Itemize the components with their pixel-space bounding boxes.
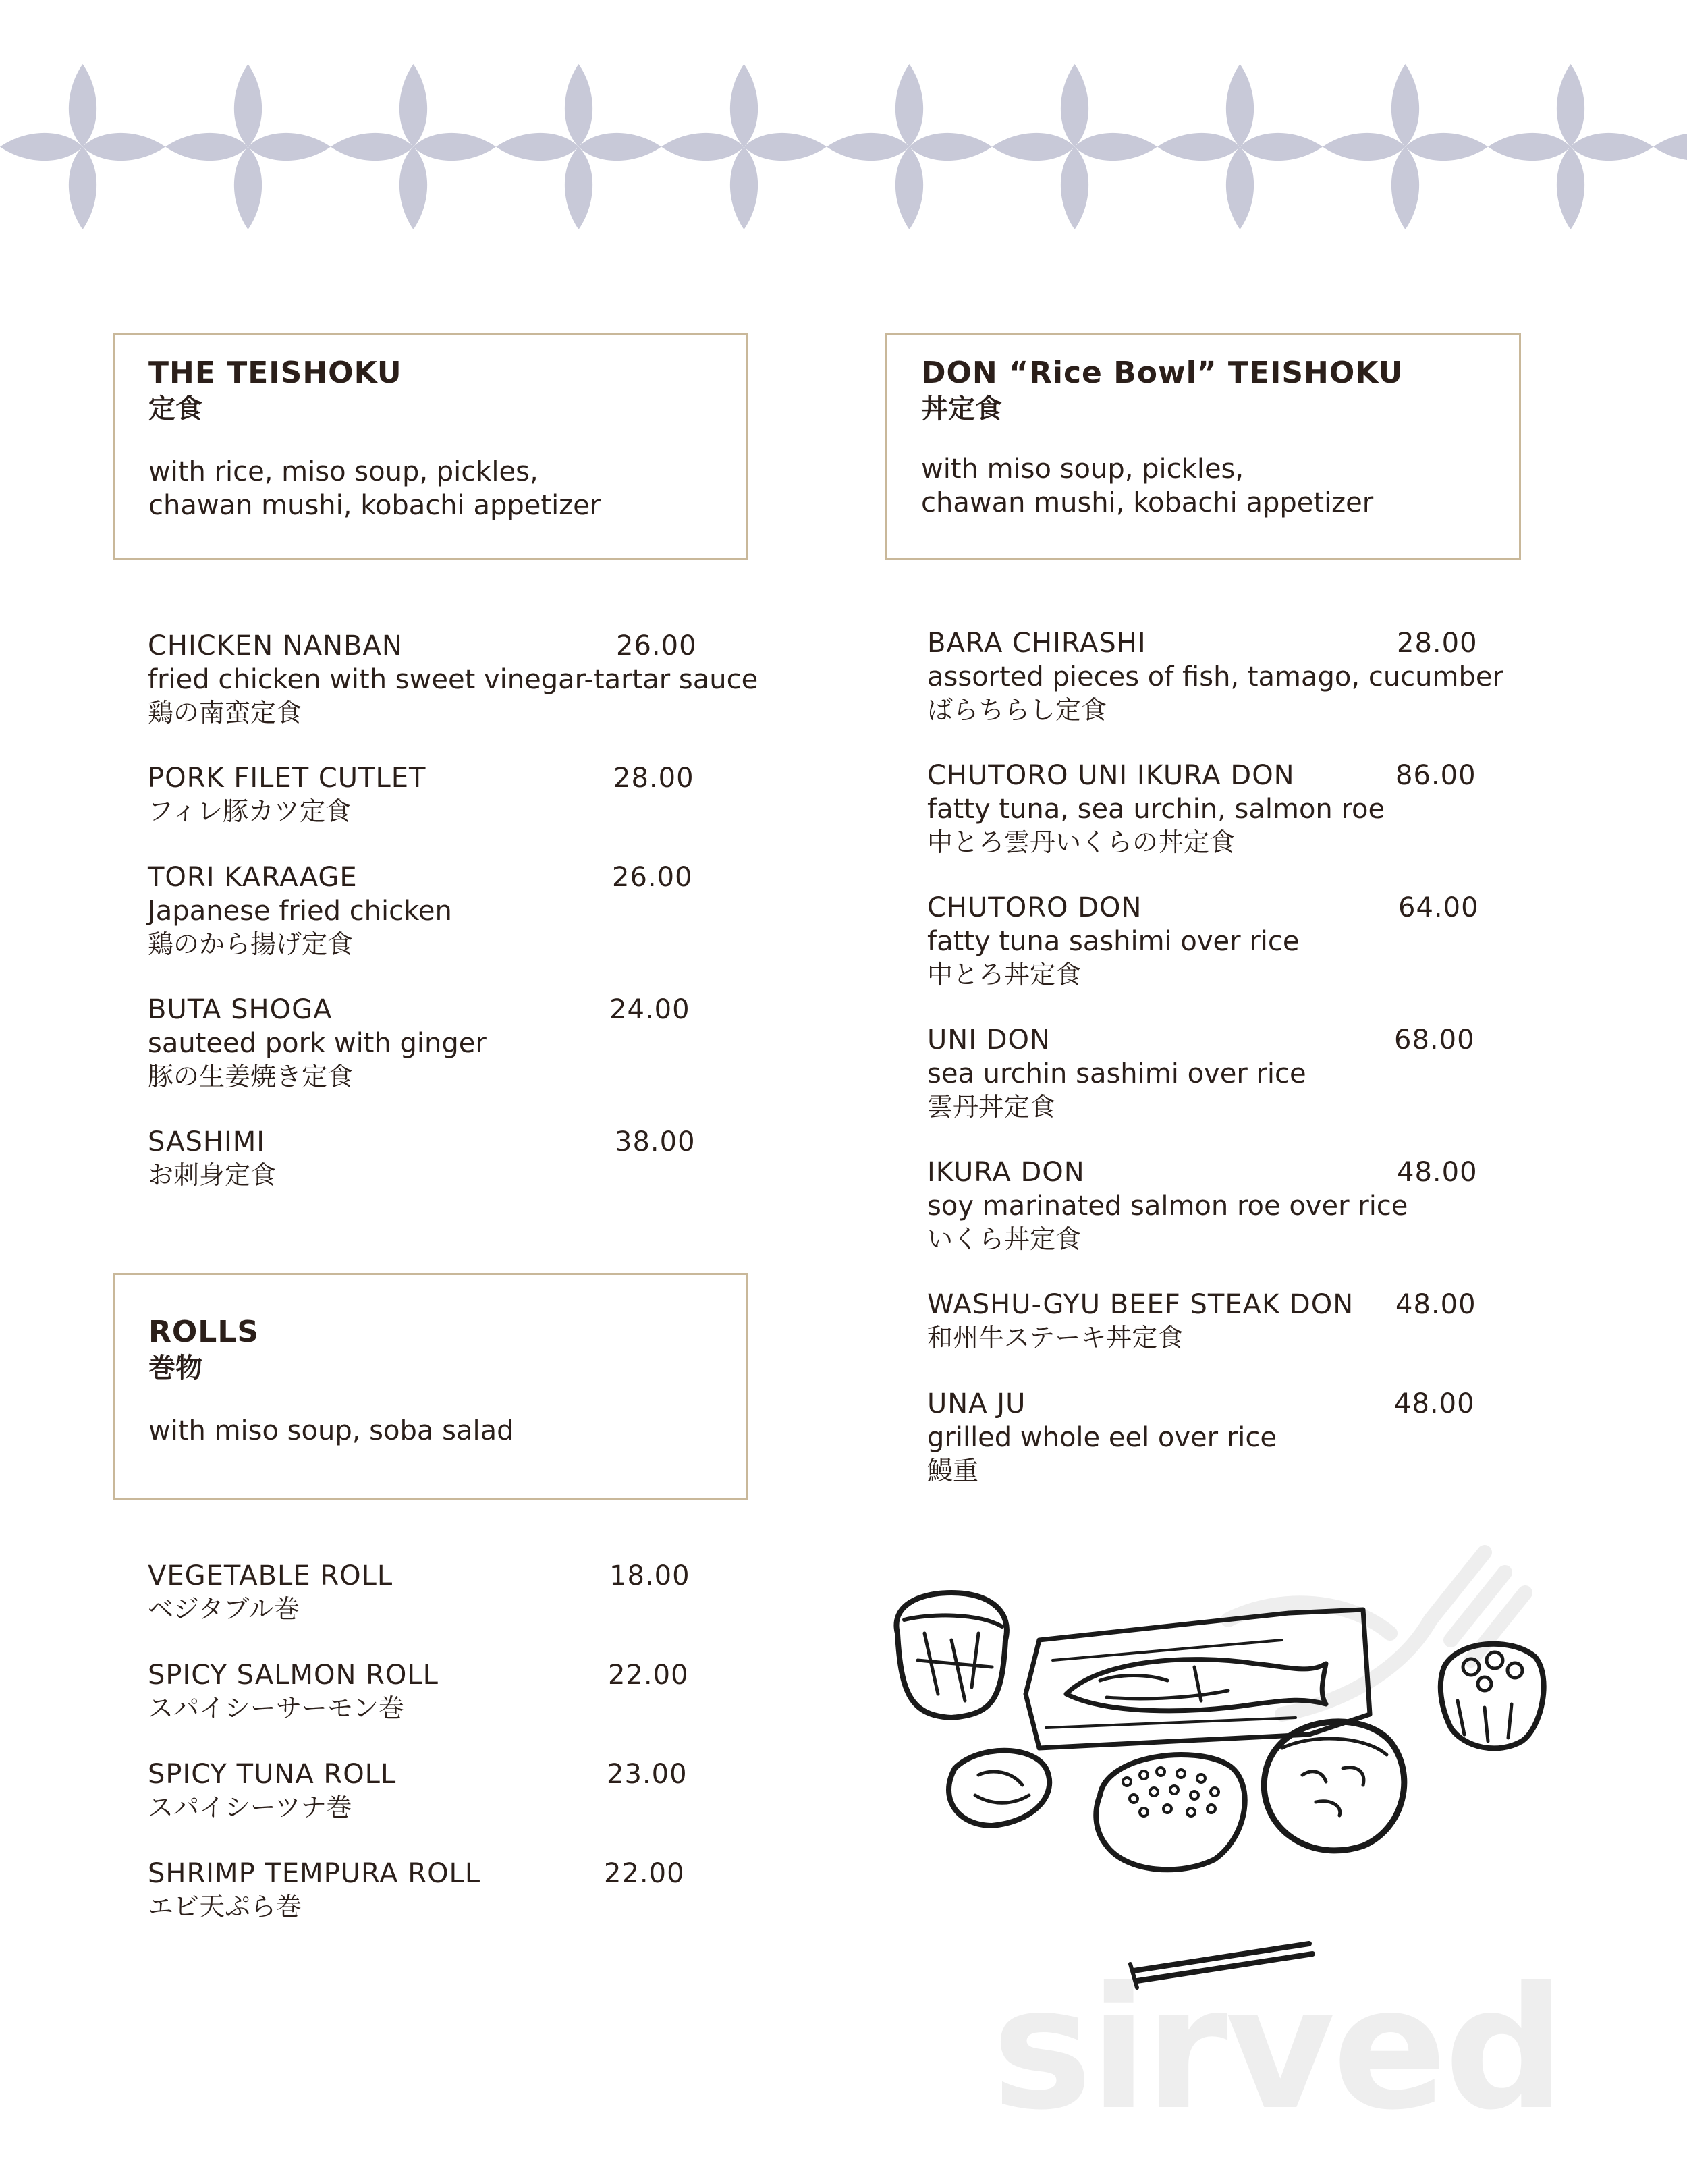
menu-item [148,993,958,1093]
menu-item [927,626,1687,726]
item-japanese-name: スパイシーサーモン巻 [148,1693,405,1723]
item-japanese-name: 豚の生姜焼き定食 [148,1062,354,1091]
don-header-box [885,333,1521,560]
item-name: UNI DON [927,1025,1051,1056]
decorative-pattern-banner [0,64,1687,229]
item-price: 23.00 [607,1759,688,1790]
item-price: 28.00 [1397,628,1478,659]
item-name: SASHIMI [148,1126,266,1157]
section-title: ROLLS [148,1315,260,1349]
item-name: SPICY TUNA ROLL [148,1759,397,1790]
rolls-header-box [113,1273,748,1500]
item-description: fried chicken with sweet vinegar-tartar sauce [148,664,758,695]
menu-item [927,759,1687,858]
item-description: soy marinated salmon roe over rice [927,1191,1408,1222]
item-name: CHICKEN NANBAN [148,630,403,661]
item-price: 28.00 [613,763,694,794]
item-price: 26.00 [612,862,693,893]
menu-item [927,1155,1687,1255]
item-description: assorted pieces of fish, tamago, cucumber [927,661,1503,692]
menu-item [148,761,958,827]
item-japanese-name: ベジタブル巻 [148,1594,300,1624]
item-name: BUTA SHOGA [148,994,333,1025]
section-subtitle: 丼定食 [921,393,1002,425]
item-name: SHRIMP TEMPURA ROLL [148,1858,481,1889]
section-title: THE TEISHOKU [148,356,402,390]
menu-item [148,861,958,960]
item-name: TORI KARAAGE [148,862,358,893]
menu-item [927,1023,1687,1123]
item-price: 48.00 [1394,1388,1475,1419]
item-name: PORK FILET CUTLET [148,763,426,794]
item-description: grilled whole eel over rice [927,1422,1277,1453]
item-price: 22.00 [604,1858,685,1889]
item-japanese-name: スパイシーツナ巻 [148,1793,352,1822]
menu-item [927,1288,1687,1354]
item-japanese-name: 和州牛ステーキ丼定食 [927,1323,1184,1353]
item-name: CHUTORO UNI IKURA DON [927,760,1295,791]
item-description: fatty tuna, sea urchin, salmon roe [927,794,1385,825]
item-description: fatty tuna sashimi over rice [927,926,1300,957]
menu-item [148,1559,958,1625]
item-price: 26.00 [616,630,697,661]
menu-item [148,629,958,729]
item-name: BARA CHIRASHI [927,628,1146,659]
item-japanese-name: 中とろ丼定食 [927,960,1082,989]
menu-item [148,1757,958,1824]
item-price: 86.00 [1395,760,1476,791]
watermark-logo: sirved [992,1950,1563,2147]
item-name: CHUTORO DON [927,892,1142,923]
item-price: 24.00 [609,994,690,1025]
item-name: UNA JU [927,1388,1026,1419]
item-name: SPICY SALMON ROLL [148,1660,439,1691]
item-price: 64.00 [1398,892,1479,923]
item-name: WASHU-GYU BEEF STEAK DON [927,1289,1354,1320]
menu-item [927,891,1687,991]
section-subtitle: 定食 [148,393,202,425]
item-japanese-name: エビ天ぷら巻 [148,1892,302,1921]
item-japanese-name: お刺身定食 [148,1160,277,1190]
menu-item [148,1125,958,1191]
menu-item [148,1658,958,1724]
item-japanese-name: 雲丹丼定食 [927,1092,1056,1122]
item-japanese-name: ばらちらし定食 [927,695,1107,725]
section-title: DON “Rice Bowl” TEISHOKU [921,356,1404,390]
section-description: with miso soup, soba salad [148,1415,514,1446]
item-description: sauteed pork with ginger [148,1028,487,1059]
section-description: with miso soup, pickles, chawan mushi, kobachi appetizer [921,454,1374,518]
item-japanese-name: 鶏の南蛮定食 [148,698,302,728]
section-subtitle: 巻物 [148,1353,202,1384]
item-price: 48.00 [1395,1289,1476,1320]
menu-item [148,1857,958,1923]
meal-illustration-icon [877,1539,1653,2052]
item-price: 38.00 [615,1126,696,1157]
section-description: with rice, miso soup, pickles, chawan mushi, kobachi appetizer [148,456,601,521]
teishoku-header-box [113,333,748,560]
item-name: VEGETABLE ROLL [148,1560,393,1591]
item-price: 68.00 [1394,1025,1475,1056]
item-description: sea urchin sashimi over rice [927,1058,1306,1089]
item-description: Japanese fried chicken [148,896,452,927]
item-japanese-name: 中とろ雲丹いくらの丼定食 [927,827,1236,857]
item-price: 22.00 [608,1660,689,1691]
menu-item [927,1387,1687,1487]
item-japanese-name: フィレ豚カツ定食 [148,796,351,826]
item-japanese-name: いくら丼定食 [927,1224,1082,1254]
item-japanese-name: 鶏のから揚げ定食 [148,929,354,959]
item-price: 48.00 [1397,1157,1478,1188]
item-name: IKURA DON [927,1157,1085,1188]
item-japanese-name: 鰻重 [927,1456,979,1485]
item-price: 18.00 [609,1560,690,1591]
